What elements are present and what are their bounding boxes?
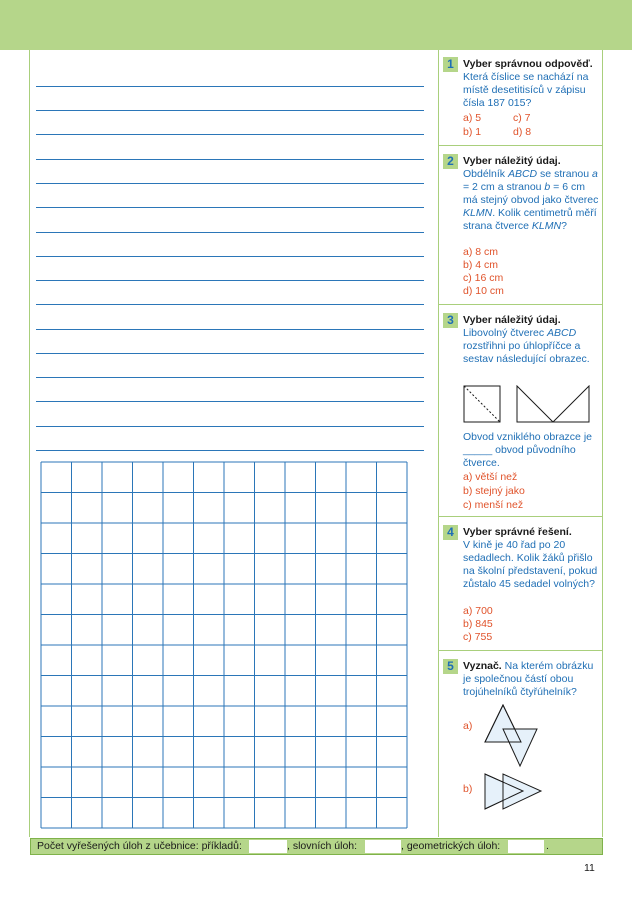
option-b[interactable]: b) bbox=[463, 783, 473, 795]
writing-line[interactable] bbox=[36, 329, 424, 330]
task-number: 5 bbox=[443, 659, 458, 674]
option-b[interactable]: b) stejný jako bbox=[463, 485, 525, 497]
task-question: Libovolný čtverec ABCD rozstřihni po úhlopříčce a sestav následující obrazec. bbox=[463, 327, 590, 365]
task-text bbox=[463, 660, 599, 699]
task-heading: Vyznač. bbox=[463, 660, 502, 672]
writing-line[interactable] bbox=[36, 377, 424, 378]
writing-line[interactable] bbox=[36, 134, 424, 135]
option-c[interactable]: c) menší než bbox=[463, 499, 524, 511]
option-d[interactable]: d) 10 cm bbox=[463, 285, 504, 297]
left-border bbox=[29, 50, 30, 837]
word-problems-count-field[interactable] bbox=[365, 840, 401, 853]
square-grid[interactable] bbox=[40, 461, 408, 829]
task-number: 3 bbox=[443, 313, 458, 328]
examples-count-field[interactable] bbox=[249, 840, 287, 853]
writing-line[interactable] bbox=[36, 256, 424, 257]
task-heading: Vyber náležitý údaj. bbox=[463, 155, 561, 167]
task-heading: Vyber náležitý údaj. bbox=[463, 314, 561, 326]
task-number: 4 bbox=[443, 525, 458, 540]
task-question: Obdélník ABCD se stranou a = 2 cm a stranou b = 6 cm má stejný obvod jako čtverec KLMN. Kolik centimetrů měří strana čtverce KLMN? bbox=[463, 168, 599, 232]
task-5 bbox=[439, 651, 602, 837]
task-question-2: Obvod vzniklého obrazce je _____ obvod původního čtverce. bbox=[463, 431, 592, 469]
label-end: . bbox=[546, 840, 549, 852]
writing-line[interactable] bbox=[36, 353, 424, 354]
task-text bbox=[463, 526, 599, 591]
option-a-triangles bbox=[481, 703, 541, 769]
label-word-problems: , slovních úloh: bbox=[287, 840, 358, 852]
task-heading: Vyber správnou odpověď. bbox=[463, 58, 593, 70]
writing-line[interactable] bbox=[36, 207, 424, 208]
option-c[interactable]: c) 7 bbox=[513, 112, 531, 124]
writing-line[interactable] bbox=[36, 450, 424, 451]
writing-line[interactable] bbox=[36, 232, 424, 233]
task-question: Která číslice se nachází na místě desetitisíců v zápisu čísla 187 015? bbox=[463, 71, 589, 109]
option-a[interactable]: a) větší než bbox=[463, 471, 518, 483]
option-a[interactable]: a) 5 bbox=[463, 112, 482, 124]
option-b-triangles bbox=[481, 771, 545, 813]
option-a[interactable]: a) bbox=[463, 720, 473, 732]
task-number: 1 bbox=[443, 57, 458, 72]
geometry-count-field[interactable] bbox=[508, 840, 544, 853]
writing-line[interactable] bbox=[36, 280, 424, 281]
option-c[interactable]: c) 755 bbox=[463, 631, 493, 643]
label-geometry: , geometrických úloh: bbox=[401, 840, 501, 852]
option-b[interactable]: b) 1 bbox=[463, 126, 482, 138]
task-heading: Vyber správné řešení. bbox=[463, 526, 572, 538]
header-band bbox=[0, 0, 632, 50]
task-3 bbox=[439, 305, 602, 517]
writing-line[interactable] bbox=[36, 159, 424, 160]
label-examples: Počet vyřešených úloh z učebnice: příkladů: bbox=[37, 840, 242, 852]
option-c[interactable]: c) 16 cm bbox=[463, 272, 504, 284]
writing-line[interactable] bbox=[36, 183, 424, 184]
task-text bbox=[463, 314, 599, 366]
page-number: 11 bbox=[584, 862, 595, 874]
option-a[interactable]: a) 700 bbox=[463, 605, 493, 617]
square-cut-diagram bbox=[463, 385, 603, 425]
task-question: V kině je 40 řad po 20 sedadlech. Kolik žáků přišlo na školní představení, pokud zůstalo 45 sedadel volných? bbox=[463, 539, 598, 590]
task-text bbox=[463, 155, 599, 233]
option-d[interactable]: d) 8 bbox=[513, 126, 532, 138]
option-b[interactable]: b) 4 cm bbox=[463, 259, 499, 271]
task-question: Na kterém obrázku je společnou částí obou trojúhelníků čtyřúhelník? bbox=[463, 660, 594, 698]
task-text bbox=[463, 58, 599, 110]
task-4 bbox=[439, 517, 602, 651]
task-1 bbox=[439, 50, 602, 146]
writing-line[interactable] bbox=[36, 110, 424, 111]
writing-line[interactable] bbox=[36, 86, 424, 87]
task-number: 2 bbox=[443, 154, 458, 169]
writing-line[interactable] bbox=[36, 401, 424, 402]
writing-line[interactable] bbox=[36, 426, 424, 427]
option-b[interactable]: b) 845 bbox=[463, 618, 493, 630]
right-border bbox=[602, 50, 603, 837]
option-a[interactable]: a) 8 cm bbox=[463, 246, 499, 258]
solved-tasks-bar bbox=[30, 838, 603, 855]
writing-line[interactable] bbox=[36, 304, 424, 305]
task-2 bbox=[439, 146, 602, 305]
